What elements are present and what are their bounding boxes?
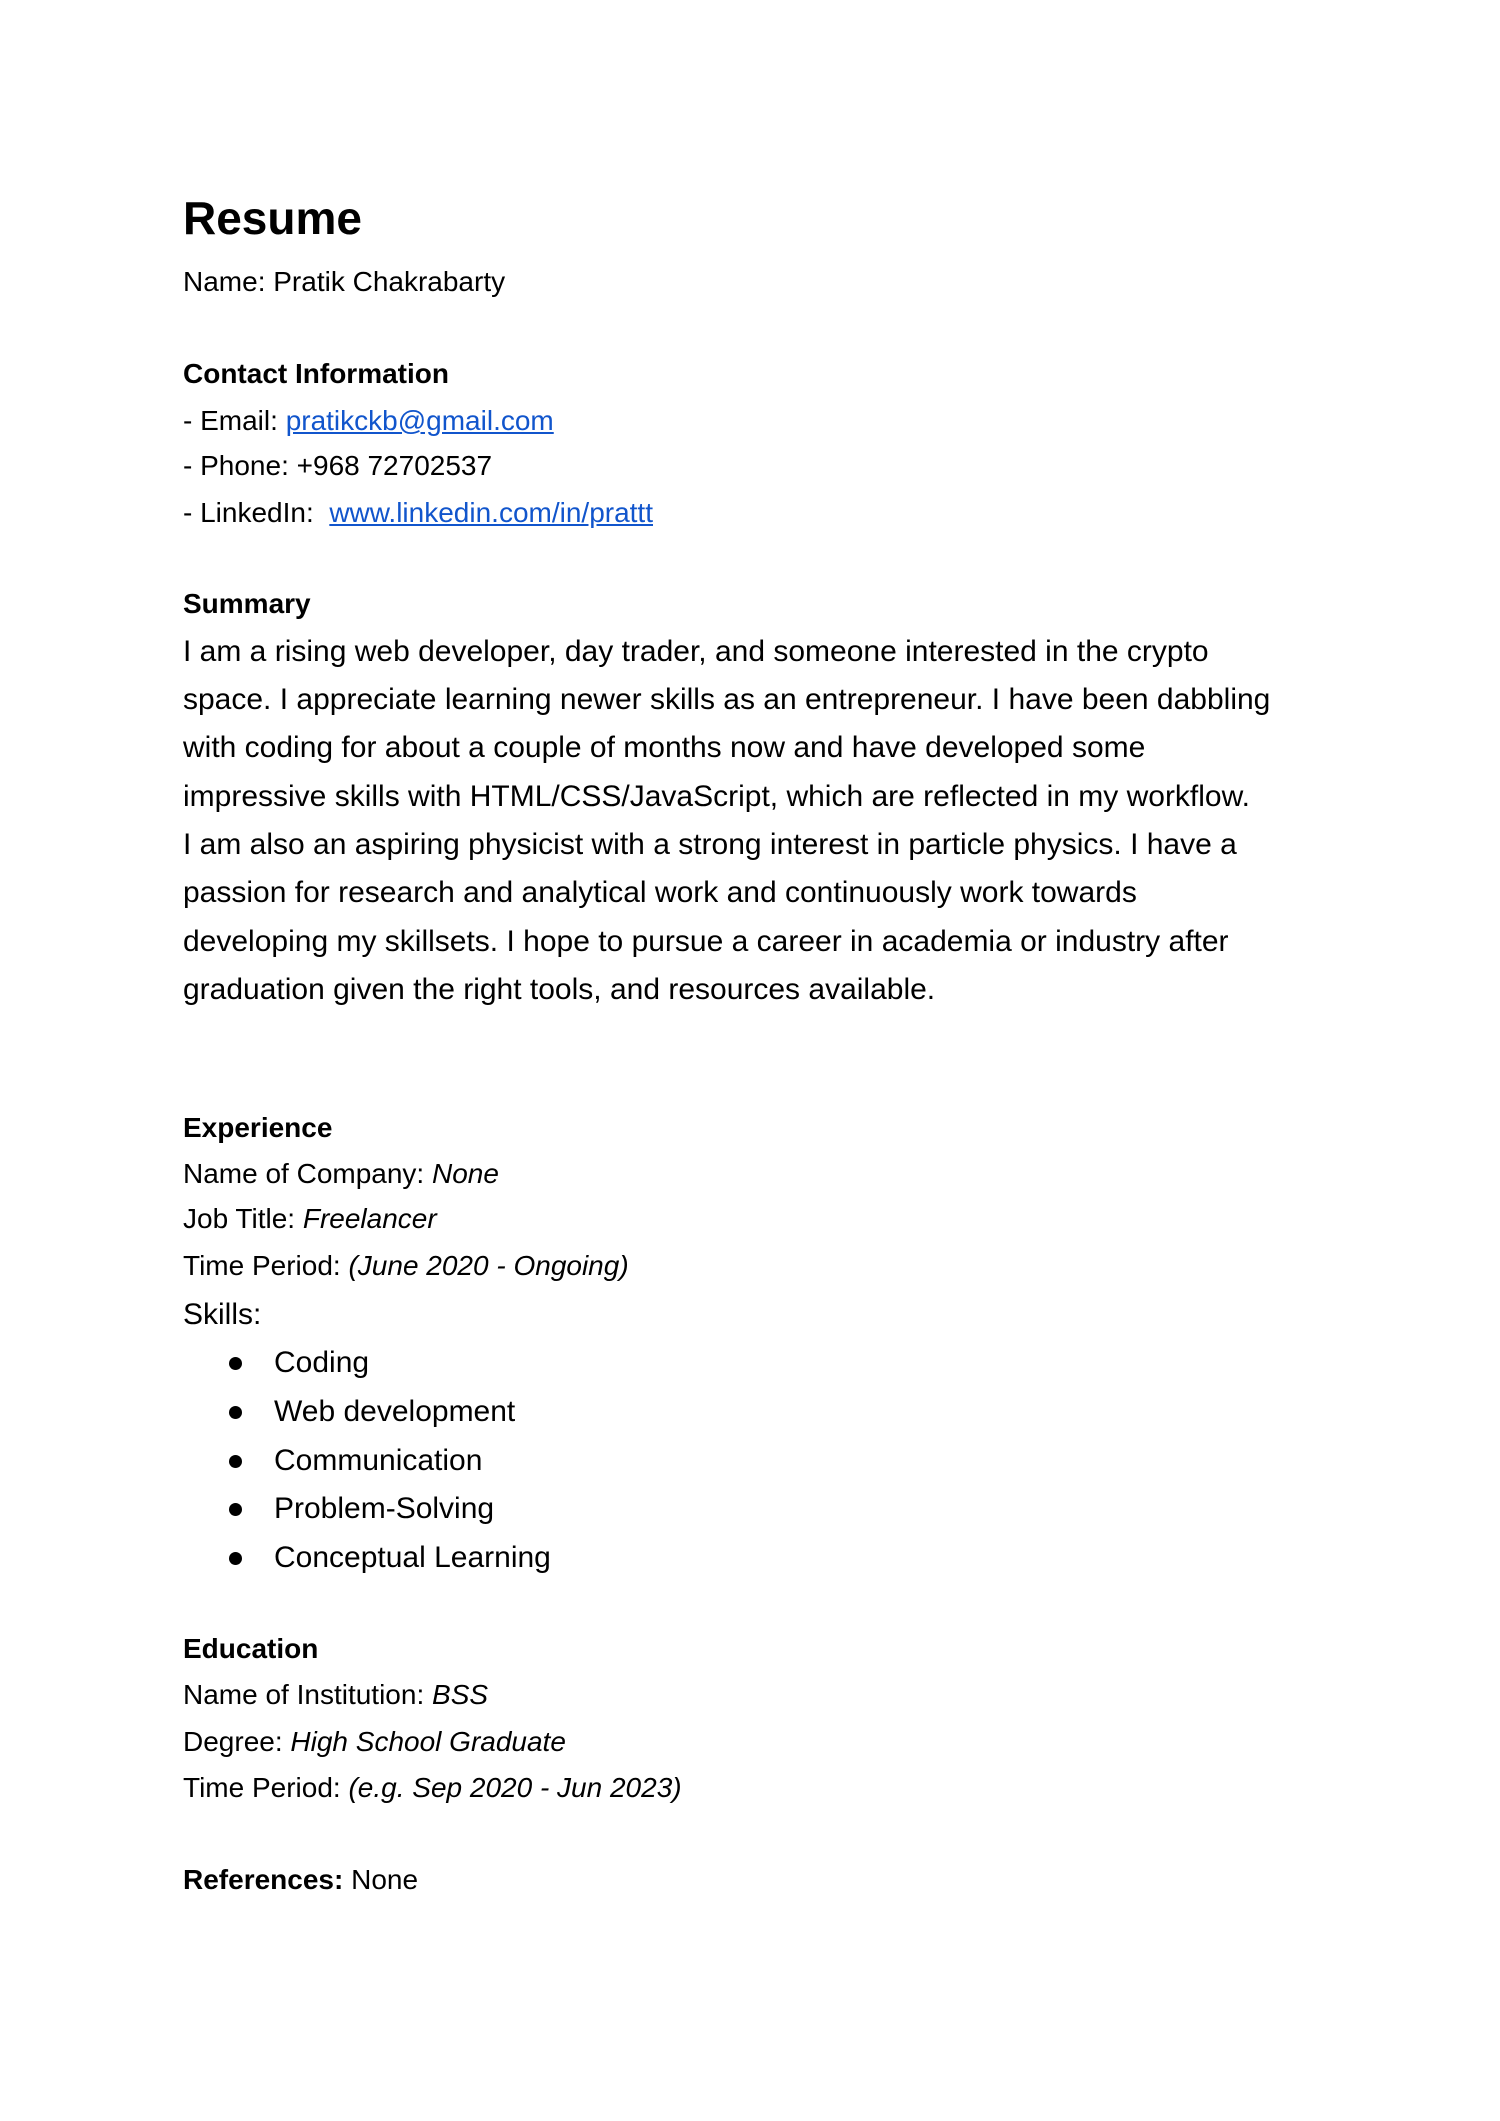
skill-item: Communication [274,1444,483,1477]
experience-heading: Experience [183,1112,333,1143]
phone-line [183,446,492,486]
references-line [183,1860,418,1900]
edu-period-label: Time Period: [183,1772,341,1803]
degree-line [183,1722,566,1762]
email-line [183,401,554,441]
exp-period-label: Time Period: [183,1250,341,1281]
skill-item: Problem-Solving [274,1492,495,1525]
degree-value: High School Graduate [290,1726,566,1757]
company-value: None [432,1158,499,1189]
skill-item: Web development [274,1395,516,1428]
references-label: References: [183,1864,344,1895]
skill-item: Coding [274,1346,370,1379]
job-value: Freelancer [302,1203,437,1234]
degree-label: Degree: [183,1726,283,1757]
summary-line: I am a rising web developer, day trader, and someone interested in the crypto [183,635,1209,668]
summary-line: graduation given the right tools, and resources available. [183,973,936,1006]
institution-label: Name of Institution: [183,1679,425,1710]
edu-period-line [183,1768,682,1808]
references-value: None [351,1864,419,1895]
phone-value: +968 72702537 [296,450,493,481]
job-line [183,1199,437,1239]
page-title: Resume [183,192,362,244]
bullet-icon [229,1406,242,1419]
email-link[interactable]: pratikckb@gmail.com [285,405,554,436]
summary-line: I am also an aspiring physicist with a strong interest in particle physics. I have a [183,828,1237,861]
summary-line: passion for research and analytical work and continuously work towards [183,876,1137,909]
summary-heading: Summary [183,588,311,619]
name-line [183,262,505,302]
bullet-icon [229,1503,242,1516]
summary-line: with coding for about a couple of months now and have developed some [183,731,1146,764]
institution-value: BSS [432,1679,489,1710]
name-value: Pratik Chakrabarty [273,266,506,297]
summary-line: space. I appreciate learning newer skills as an entrepreneur. I have been dabbling [183,683,1271,716]
company-line [183,1154,499,1194]
email-label: - Email: [183,405,278,436]
summary-line: developing my skillsets. I hope to pursue a career in academia or industry after [183,925,1229,958]
linkedin-line [183,493,653,533]
summary-line: impressive skills with HTML/CSS/JavaScript, which are reflected in my workflow. [183,780,1250,813]
contact-heading: Contact Information [183,358,449,389]
skill-item: Conceptual Learning [274,1541,551,1574]
bullet-icon [229,1455,242,1468]
edu-period-value: (e.g. Sep 2020 - Jun 2023) [348,1772,682,1803]
education-heading: Education [183,1633,319,1664]
linkedin-link[interactable]: www.linkedin.com/in/prattt [329,497,653,528]
linkedin-label: - LinkedIn: [183,497,314,528]
phone-label: - Phone: [183,450,289,481]
company-label: Name of Company: [183,1158,425,1189]
name-label: Name: [183,266,266,297]
exp-period-value: (June 2020 - Ongoing) [348,1250,629,1281]
bullet-icon [229,1552,242,1565]
bullet-icon [229,1357,242,1370]
institution-line [183,1675,488,1715]
exp-period-line [183,1246,629,1286]
job-label: Job Title: [183,1203,296,1234]
skills-label: Skills: [183,1298,262,1331]
